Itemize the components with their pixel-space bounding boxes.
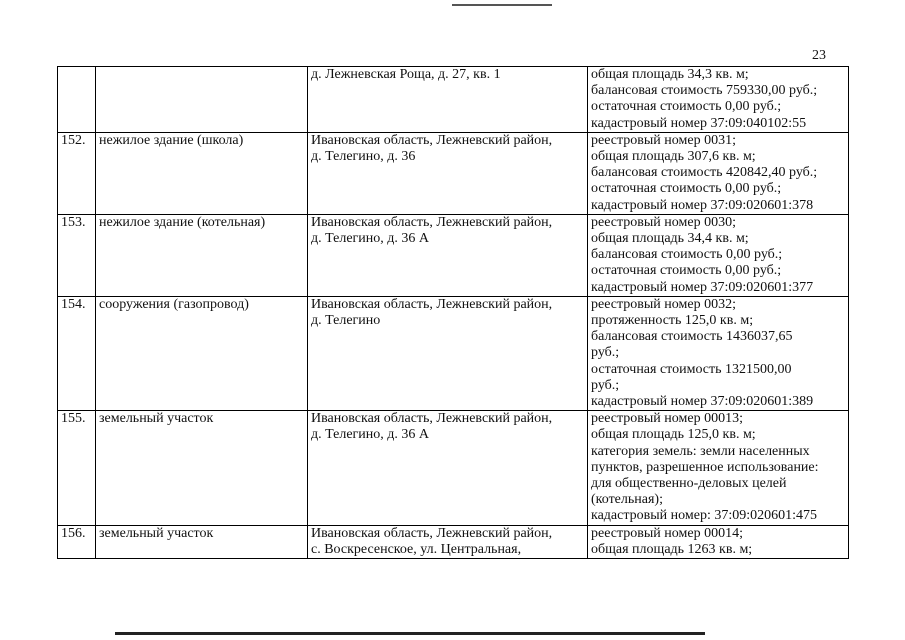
detail-line: кадастровый номер 37:09:020601:378 [591, 197, 814, 213]
detail-line: общая площадь 1263 кв. м; [591, 541, 753, 557]
row-number: 154. [58, 296, 96, 410]
detail-line: остаточная стоимость 0,00 руб.; [591, 263, 782, 279]
address-line: д. Телегино, д. 36 А [311, 427, 430, 443]
address-line: д. Лежневская Роща, д. 27, кв. 1 [311, 67, 501, 82]
table-row [58, 67, 849, 133]
object-name: нежилое здание (школа) [96, 132, 308, 214]
detail-line: кадастровый номер 37:09:040102:55 [591, 115, 807, 131]
address-line: д. Телегино [311, 313, 381, 329]
object-name [96, 67, 308, 133]
property-registry-table [57, 66, 849, 559]
row-number: 153. [58, 214, 96, 296]
object-details [588, 525, 849, 558]
detail-line: (котельная); [591, 492, 663, 508]
object-address [308, 525, 588, 558]
detail-line: категория земель: земли населенных [591, 443, 810, 459]
detail-line: общая площадь 307,6 кв. м; [591, 149, 756, 165]
detail-line: балансовая стоимость 759330,00 руб.; [591, 83, 818, 99]
address-line: Ивановская область, Лежневский район, [311, 411, 553, 427]
address-line: Ивановская область, Лежневский район, [311, 525, 553, 541]
table-row [58, 296, 849, 410]
row-number: 155. [58, 411, 96, 525]
object-name: нежилое здание (котельная) [96, 214, 308, 296]
address-line: д. Телегино, д. 36 А [311, 231, 430, 247]
table-row [58, 214, 849, 296]
detail-line: реестровый номер 0030; [591, 214, 736, 230]
detail-line: реестровый номер 00013; [591, 411, 743, 427]
address-line: Ивановская область, Лежневский район, [311, 132, 553, 148]
top-rule [452, 4, 552, 6]
detail-line: реестровый номер 00014; [591, 525, 743, 541]
object-name: сооружения (газопровод) [96, 296, 308, 410]
detail-line: реестровый номер 0031; [591, 132, 736, 148]
detail-line: протяженность 125,0 кв. м; [591, 313, 754, 329]
object-name: земельный участок [96, 411, 308, 525]
object-address [308, 411, 588, 525]
table-row [58, 525, 849, 558]
object-details [588, 296, 849, 410]
detail-line: остаточная стоимость 1321500,00 [591, 361, 792, 377]
bottom-rule [115, 632, 705, 635]
detail-line: пунктов, разрешенное использование: [591, 459, 819, 475]
object-details [588, 214, 849, 296]
detail-line: кадастровый номер 37:09:020601:377 [591, 279, 814, 295]
row-number: 156. [58, 525, 96, 558]
detail-line: балансовая стоимость 1436037,65 [591, 329, 793, 345]
detail-line: реестровый номер 0032; [591, 296, 736, 312]
detail-line: остаточная стоимость 0,00 руб.; [591, 99, 782, 115]
detail-line: кадастровый номер: 37:09:020601:475 [591, 508, 818, 524]
object-address [308, 214, 588, 296]
object-details [588, 132, 849, 214]
detail-line: общая площадь 34,4 кв. м; [591, 231, 749, 247]
detail-line: кадастровый номер 37:09:020601:389 [591, 394, 814, 410]
object-address [308, 67, 588, 133]
detail-line: балансовая стоимость 0,00 руб.; [591, 247, 783, 263]
object-details [588, 411, 849, 525]
detail-line: остаточная стоимость 0,00 руб.; [591, 181, 782, 197]
object-address [308, 296, 588, 410]
detail-line: общая площадь 34,3 кв. м; [591, 67, 749, 82]
address-line: Ивановская область, Лежневский район, [311, 296, 553, 312]
row-number [58, 67, 96, 133]
detail-line: для общественно-деловых целей [591, 476, 787, 492]
page-number: 23 [812, 48, 826, 63]
address-line: с. Воскресенское, ул. Центральная, [311, 541, 522, 557]
detail-line: балансовая стоимость 420842,40 руб.; [591, 165, 818, 181]
detail-line: общая площадь 125,0 кв. м; [591, 427, 756, 443]
detail-line: руб.; [591, 377, 620, 393]
detail-line: руб.; [591, 345, 620, 361]
address-line: д. Телегино, д. 36 [311, 149, 416, 165]
object-details [588, 67, 849, 133]
object-address [308, 132, 588, 214]
address-line: Ивановская область, Лежневский район, [311, 214, 553, 230]
object-name: земельный участок [96, 525, 308, 558]
table-row [58, 132, 849, 214]
table-row [58, 411, 849, 525]
row-number: 152. [58, 132, 96, 214]
